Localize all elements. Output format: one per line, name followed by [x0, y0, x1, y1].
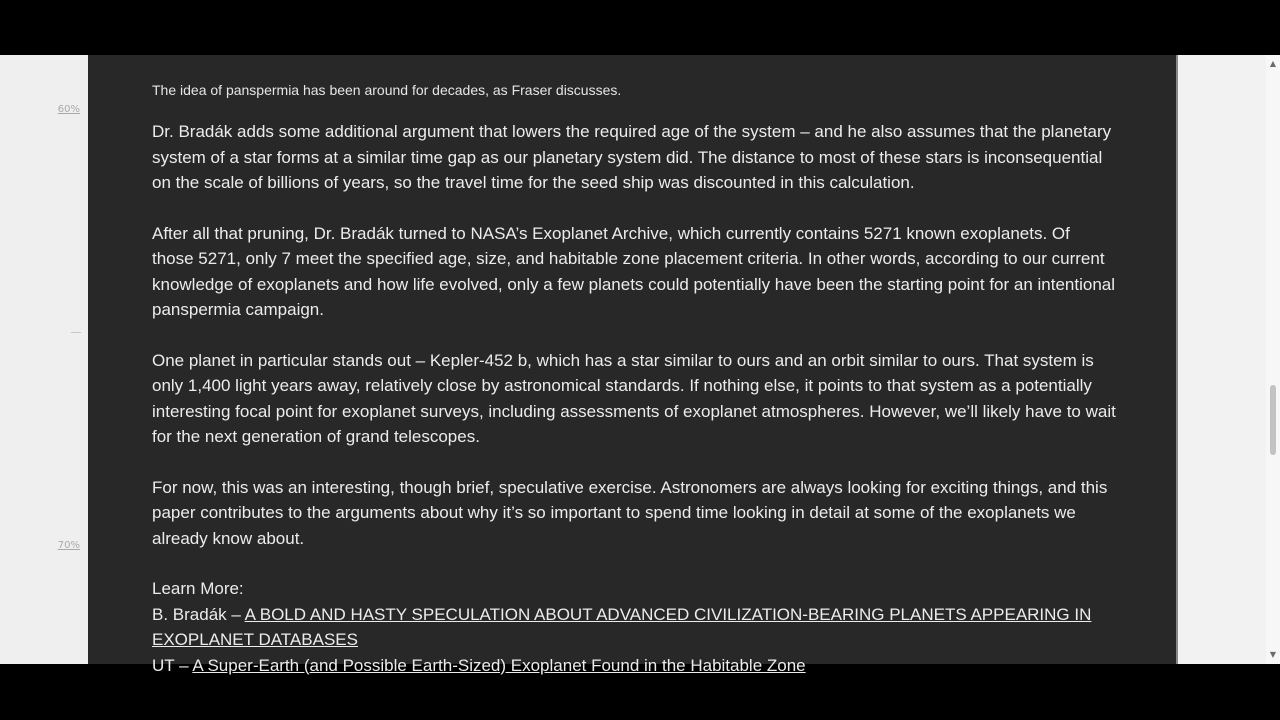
learn-more-item	[152, 653, 1116, 679]
vertical-scrollbar[interactable]	[1266, 55, 1280, 664]
browser-viewport	[0, 55, 1280, 675]
reference-prefix: B. Bradák –	[152, 604, 245, 624]
article-paragraph: One planet in particular stands out – Kepler-452 b, which has a star similar to ours and an orbit similar to ours. That system is only 1,400 light years away, relatively close by astronomical standards. If nothing else, it points to that system as a potentially interesting focal point for exoplanet surveys, including assessments of exoplanet atmospheres. However, we’ll likely have to wait for the next generation of grand telescopes.	[152, 350, 1116, 446]
reference-prefix: UT –	[152, 655, 193, 675]
scroll-down-icon[interactable]: ▼	[1269, 650, 1277, 659]
left-gutter	[0, 55, 88, 664]
learn-more-heading: Learn More:	[152, 579, 244, 598]
progress-marker-60[interactable]: 60%	[57, 104, 80, 115]
article-content	[152, 80, 1116, 678]
article-paragraph: After all that pruning, Dr. Bradák turned to NASA’s Exoplanet Archive, which currently contains 5271 known exoplanets. Of those 5271, only 7 meet the specified age, size, and habitable zone placement criteria. In other words, according to our current knowledge of exoplanets and how life evolved, only a few planets could potentially have been the starting point for an intentional panspermia campaign.	[152, 223, 1116, 319]
article-paragraph: For now, this was an interesting, though brief, speculative exercise. Astronomers are always looking for exciting things, and this paper contributes to the arguments about why it’s so important to spend time looking in detail at some of the exoplanets we already know about.	[152, 477, 1108, 548]
scroll-up-icon[interactable]: ▲	[1269, 59, 1277, 68]
article-panel	[88, 55, 1178, 675]
universe-today-link[interactable]: A Super-Earth (and Possible Earth-Sized) Exoplanet Found in the Habitable Zone	[192, 655, 806, 675]
paper-link[interactable]: A BOLD AND HASTY SPECULATION ABOUT ADVANCED CIVILIZATION-BEARING PLANETS APPEARING IN EXOPLANET DATABASES	[152, 604, 1092, 649]
learn-more-item	[152, 602, 1116, 653]
scrollbar-thumb[interactable]	[1270, 385, 1276, 455]
article-paragraph: Dr. Bradák adds some additional argument that lowers the required age of the system – and he also assumes that the planetary system of a star forms at a similar time gap as our planetary system did. The distance to most of these stars is inconsequential on the scale of billions of years, so the travel time for the seed ship was discounted in this calculation.	[152, 122, 1112, 192]
gutter-tick	[71, 332, 81, 333]
right-gutter	[1178, 55, 1266, 664]
progress-marker-70[interactable]: 70%	[57, 540, 80, 551]
video-caption: The idea of panspermia has been around for decades, as Fraser discusses.	[152, 82, 622, 98]
